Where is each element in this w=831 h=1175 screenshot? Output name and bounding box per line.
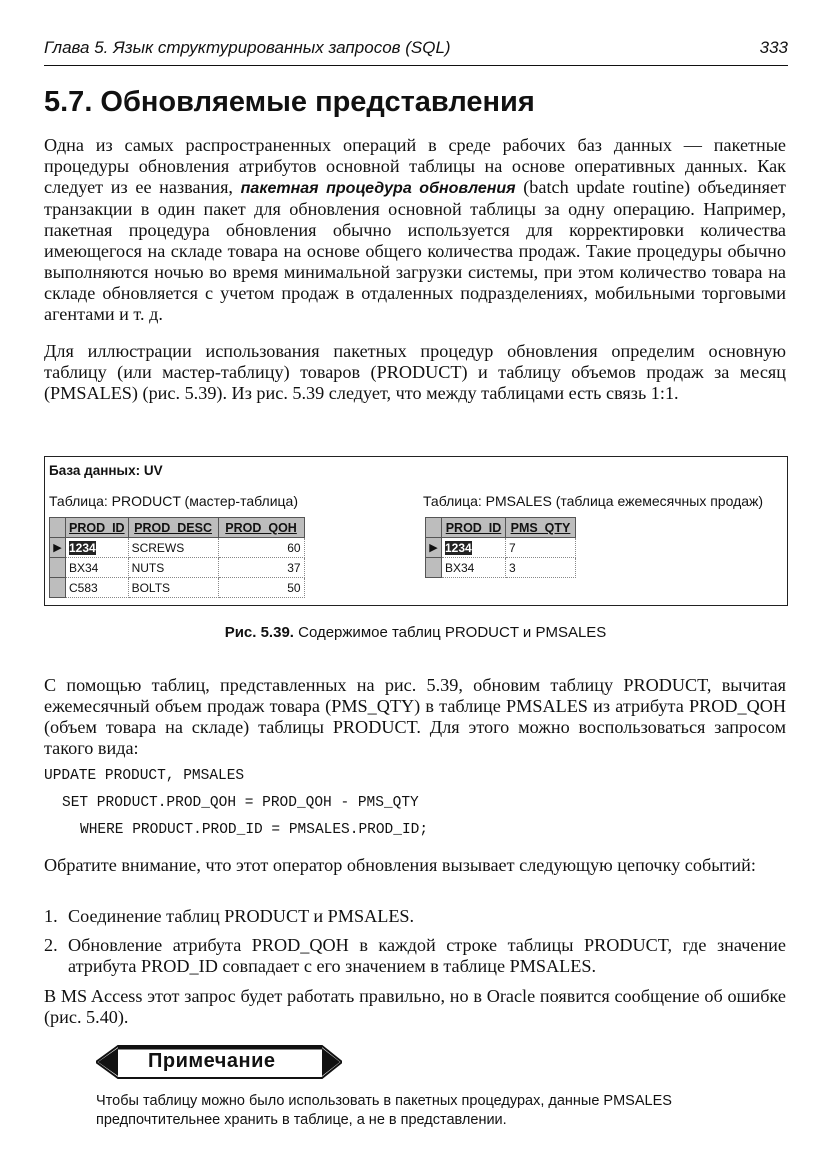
figure-caption xyxy=(0,624,831,641)
product-header-row xyxy=(50,518,305,538)
list-item xyxy=(44,935,786,977)
table-cell: NUTS xyxy=(128,558,218,578)
pmsales-table-caption: Таблица: PMSALES (таблица ежемесячных продаж) xyxy=(423,493,764,509)
page-number: 333 xyxy=(759,38,788,57)
table-cell: 37 xyxy=(218,558,304,578)
table-cell: 1234 xyxy=(69,540,96,555)
table-row xyxy=(50,538,305,558)
code-line-update: UPDATE PRODUCT, PMSALES xyxy=(44,768,245,784)
product-table-caption: Таблица: PRODUCT (мастер-таблица) xyxy=(49,493,298,509)
figure-caption-number: Рис. 5.39. xyxy=(224,624,294,641)
product-table xyxy=(49,517,305,598)
note-text: Чтобы таблицу можно было использовать в пакетных процедурах, данные PMSALES предпочтительнее хранить в таблице, а не в представлении. xyxy=(96,1093,672,1128)
column-header: PMS_QTY xyxy=(506,518,576,538)
list-item-number: 1. xyxy=(44,906,58,926)
paragraph-events: Обратите внимание, что этот оператор обновления вызывает следующую цепочку событий: xyxy=(44,855,756,875)
column-header: PROD_ID xyxy=(442,518,506,538)
chapter-title: Глава 5. Язык структурированных запросов (SQL) xyxy=(44,38,451,57)
paragraph-access-oracle: В MS Access этот запрос будет работать правильно, но в Oracle появится сообщение об ошибке (рис. 5.40). xyxy=(44,986,786,1027)
code-line-set: SET PRODUCT.PROD_QOH = PROD_QOH - PMS_QTY xyxy=(62,795,419,811)
table-cell: 3 xyxy=(506,558,576,578)
list-item xyxy=(44,906,786,927)
section-title: 5.7. Обновляемые представления xyxy=(44,86,535,118)
pmsales-table xyxy=(425,517,576,578)
column-header: PROD_QOH xyxy=(218,518,304,538)
row-selector xyxy=(50,558,66,578)
database-label: База данных: UV xyxy=(49,463,163,478)
running-header xyxy=(44,38,788,66)
pmsales-header-row xyxy=(426,518,576,538)
column-header: PROD_ID xyxy=(66,518,129,538)
list-item-text: Соединение таблиц PRODUCT и PMSALES. xyxy=(68,906,415,926)
table-cell: BX34 xyxy=(66,558,129,578)
column-header: PROD_DESC xyxy=(128,518,218,538)
paragraph-illustration: Для иллюстрации использования пакетных процедур обновления определим основную таблицу (или мастер-таблицу) товаров (PRODUCT) и таблицу объемов продаж за месяц (PMSALES) (рис. 5.39). Из рис. 5.39 следует, что между таблицами есть связь 1:1. xyxy=(44,341,786,403)
table-row xyxy=(426,558,576,578)
table-cell: 7 xyxy=(506,538,576,558)
paragraph-intro-tail: (batch update routine) объединяет транзакции в один пакет для обновления основной таблицы за одну операцию. Например, пакетная процедура обновления обычно используется для корректировки количества имеющегося на складе товара на основе общего количества продаж. Такие процедуры обычно выполняются ночью во время минимальной загрузки системы, при этом количество товара на складе обновляется с учетом продаж в отдаленных подразделениях, мобильными торговыми агентами и т. д. xyxy=(44,177,786,324)
table-cell: 50 xyxy=(218,578,304,598)
row-selector-corner xyxy=(426,518,442,538)
table-cell: SCREWS xyxy=(128,538,218,558)
term-batch-update: пакетная процедура обновления xyxy=(240,180,516,197)
figure-tables xyxy=(44,456,788,606)
paragraph-intro-lead: Одна из самых распространенных операций в среде рабочих баз данных — пакетные процедуры обновления атрибутов основной таблицы на основе оперативных данных. Как следует из ее названия, xyxy=(44,135,786,197)
figure-caption-text: Содержимое таблиц PRODUCT и PMSALES xyxy=(293,624,607,641)
paragraph-intro xyxy=(44,135,786,325)
note-label: Примечание xyxy=(148,1050,276,1072)
list-item-text: Обновление атрибута PROD_QOH в каждой строке таблицы PRODUCT, где значение атрибута PROD_ID совпадает с его значением в таблице PMSALES. xyxy=(68,935,786,976)
note-banner xyxy=(96,1044,342,1080)
code-line-where: WHERE PRODUCT.PROD_ID = PMSALES.PROD_ID; xyxy=(80,822,429,838)
current-row-arrow-icon: ▶ xyxy=(426,538,442,558)
table-cell: BOLTS xyxy=(128,578,218,598)
table-row xyxy=(50,558,305,578)
table-cell: 60 xyxy=(218,538,304,558)
row-selector xyxy=(426,558,442,578)
table-cell: BX34 xyxy=(442,558,506,578)
row-selector-corner xyxy=(50,518,66,538)
table-cell: 1234 xyxy=(445,540,472,555)
table-row xyxy=(426,538,576,558)
row-selector xyxy=(50,578,66,598)
list-item-number: 2. xyxy=(44,935,58,955)
current-row-arrow-icon: ▶ xyxy=(50,538,66,558)
paragraph-update-explanation: С помощью таблиц, представленных на рис. 5.39, обновим таблицу PRODUCT, вычитая ежемесячный объем продаж товара (PMS_QTY) в таблице PMSALES из атрибута PROD_QOH (объем товара на складе) таблицы PRODUCT. Для этого можно воспользоваться запросом такого вида: xyxy=(44,675,786,758)
table-cell: C583 xyxy=(66,578,129,598)
table-row xyxy=(50,578,305,598)
